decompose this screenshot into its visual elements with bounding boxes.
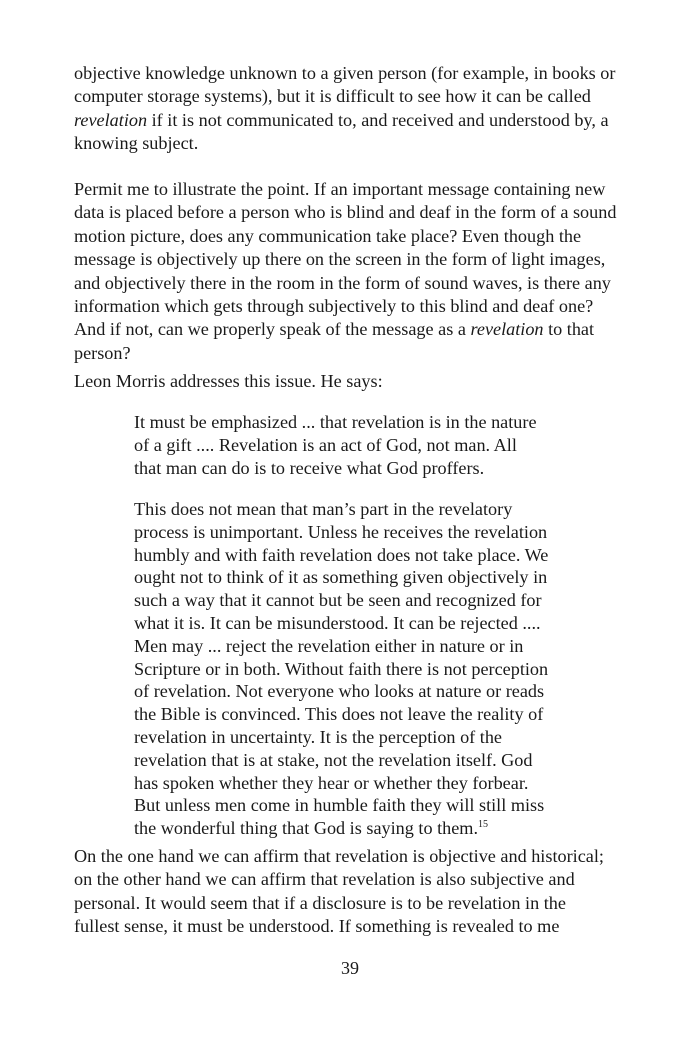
quote-line: revelation that is at stake, not the revelation itself. God [134,749,533,770]
text-line: motion picture, does any communication take place? Even though the [74,225,582,246]
quote-line: Scripture or in both. Without faith there is not perception [134,658,549,679]
text-line: message is objectively up there on the screen in the form of light images, [74,249,606,270]
text-segment: to that [543,319,595,340]
text-line: Leon Morris addresses this issue. He says: [74,371,383,391]
paragraph-2 [74,178,634,365]
block-quote-paragraph-1 [134,411,574,479]
quote-line: process is unimportant. Unless he receives the revelation [134,521,548,542]
italic-term: revelation [74,109,148,130]
quote-line: the Bible is convinced. This does not leave the reality of [134,704,544,725]
text-line: Permit me to illustrate the point. If an important message containing new [74,179,606,199]
text-segment: the wonderful thing that God is saying to them. [134,818,478,839]
italic-term: revelation [470,319,544,340]
paragraph-3 [74,370,634,393]
quote-line: that man can do is to receive what God proffers. [134,457,485,478]
quote-line: such a way that it cannot but be seen and recognized for [134,590,542,611]
text-segment: if it is not communicated to, and received and understood by, a [147,109,609,130]
text-line: data is placed before a person who is blind and deaf in the form of a sound [74,202,617,223]
text-line: knowing subject. [74,133,199,154]
quote-line: It must be emphasized ... that revelation is in the nature [134,412,537,432]
quote-line: revelation in uncertainty. It is the perception of the [134,726,502,747]
paragraph-4 [74,845,634,939]
footnote-reference: 15 [478,819,488,831]
text-line [74,318,634,341]
quote-line: of a gift .... Revelation is an act of God, not man. All [134,434,517,455]
text-line: personal. It would seem that if a disclosure is to be revelation in the [74,892,566,913]
quote-line [134,817,574,840]
quote-line: Men may ... reject the revelation either in nature or in [134,635,524,656]
page-number: 39 [341,958,359,978]
quote-line: ought not to think of it as something given objectively in [134,567,548,588]
text-line: objective knowledge unknown to a given person (for example, in books or [74,63,616,83]
quote-line: has spoken whether they hear or whether they forbear. [134,772,529,793]
text-line: information which gets through subjectively to this blind and deaf one? [74,296,594,317]
block-quote-paragraph-2 [134,498,574,840]
paragraph-1 [74,62,634,156]
text-line [74,109,634,132]
text-line: fullest sense, it must be understood. If something is revealed to me [74,916,560,937]
text-line: on the other hand we can affirm that revelation is also subjective and [74,869,575,890]
text-line: person? [74,342,131,363]
text-line: and objectively there in the room in the form of sound waves, is there any [74,272,611,293]
quote-line: But unless men come in humble faith they will still miss [134,795,545,816]
text-line: computer storage systems), but it is difficult to see how it can be called [74,86,591,107]
quote-line: what it is. It can be misunderstood. It can be rejected .... [134,612,541,633]
quote-line: of revelation. Not everyone who looks at nature or reads [134,681,545,702]
quote-line: This does not mean that man’s part in the revelatory [134,499,513,519]
quote-line: humbly and with faith revelation does not take place. We [134,544,549,565]
text-line: On the one hand we can affirm that revelation is objective and historical; [74,846,604,866]
text-segment: And if not, can we properly speak of the message as a [74,319,471,340]
